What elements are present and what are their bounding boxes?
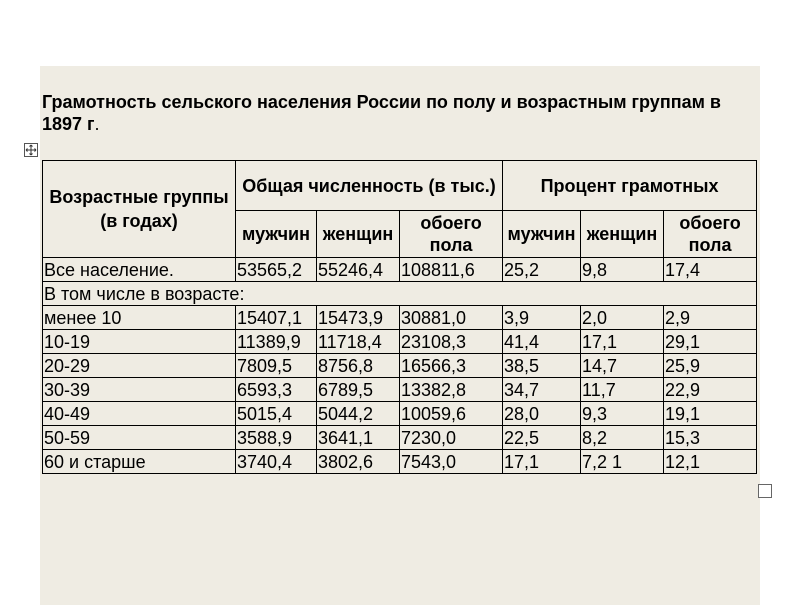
header-literate-percent: Процент грамотных (503, 161, 757, 211)
table-row (43, 306, 757, 330)
row-label: Все население. (43, 258, 236, 282)
cell: 38,5 (503, 354, 581, 378)
row-label: 60 и старше (43, 450, 236, 474)
cell: 53565,2 (236, 258, 317, 282)
cell: 30881,0 (400, 306, 503, 330)
subheader-both-percent: обоего пола (664, 211, 757, 258)
row-label: 40-49 (43, 402, 236, 426)
cell: 23108,3 (400, 330, 503, 354)
row-label: 30-39 (43, 378, 236, 402)
cell: 10059,6 (400, 402, 503, 426)
table-row-all-population (43, 258, 757, 282)
title-text: Грамотность сельского населения России по полу и возрастным группам в 1897 г (42, 92, 721, 134)
cell: 25,2 (503, 258, 581, 282)
cell: 34,7 (503, 378, 581, 402)
cell: 7809,5 (236, 354, 317, 378)
cell: 15,3 (664, 426, 757, 450)
subgroup-label: В том числе в возрасте: (43, 282, 757, 306)
cell: 3,9 (503, 306, 581, 330)
subheader-women-percent: женщин (581, 211, 664, 258)
subheader-women: женщин (317, 211, 400, 258)
cell: 3802,6 (317, 450, 400, 474)
cell: 3641,1 (317, 426, 400, 450)
table-resize-handle[interactable] (758, 484, 772, 498)
cell: 16566,3 (400, 354, 503, 378)
cell: 14,7 (581, 354, 664, 378)
cell: 22,9 (664, 378, 757, 402)
cell: 15407,1 (236, 306, 317, 330)
row-label: менее 10 (43, 306, 236, 330)
cell: 5015,4 (236, 402, 317, 426)
cell: 108811,6 (400, 258, 503, 282)
title-period: . (94, 114, 100, 134)
cell: 19,1 (664, 402, 757, 426)
cell: 5044,2 (317, 402, 400, 426)
cell: 7230,0 (400, 426, 503, 450)
cell: 15473,9 (317, 306, 400, 330)
cell: 29,1 (664, 330, 757, 354)
cell: 17,1 (581, 330, 664, 354)
row-label: 20-29 (43, 354, 236, 378)
table-row (43, 378, 757, 402)
subheader-both: обоего пола (400, 211, 503, 258)
cell: 41,4 (503, 330, 581, 354)
cell: 2,9 (664, 306, 757, 330)
cell: 13382,8 (400, 378, 503, 402)
cell: 9,3 (581, 402, 664, 426)
cell: 55246,4 (317, 258, 400, 282)
cell: 11,7 (581, 378, 664, 402)
cell: 3588,9 (236, 426, 317, 450)
cell: 7543,0 (400, 450, 503, 474)
subheader-men-percent: мужчин (503, 211, 581, 258)
cell: 11718,4 (317, 330, 400, 354)
document-title (42, 91, 742, 135)
table-row (43, 450, 757, 474)
cell: 9,8 (581, 258, 664, 282)
cell: 17,4 (664, 258, 757, 282)
cell: 28,0 (503, 402, 581, 426)
cell: 25,9 (664, 354, 757, 378)
table-row (43, 330, 757, 354)
row-label: 50-59 (43, 426, 236, 450)
table-row (43, 426, 757, 450)
cell: 2,0 (581, 306, 664, 330)
cell: 22,5 (503, 426, 581, 450)
cell: 3740,4 (236, 450, 317, 474)
literacy-table (42, 160, 757, 474)
cell: 8,2 (581, 426, 664, 450)
cell: 8756,8 (317, 354, 400, 378)
subheader-men: мужчин (236, 211, 317, 258)
table-row-subgroup-label (43, 282, 757, 306)
table-move-handle-icon[interactable] (24, 143, 38, 157)
cell: 6789,5 (317, 378, 400, 402)
cell: 17,1 (503, 450, 581, 474)
cell: 12,1 (664, 450, 757, 474)
header-total-population: Общая численность (в тыс.) (236, 161, 503, 211)
cell: 11389,9 (236, 330, 317, 354)
header-age-groups: Возрастные группы (в годах) (43, 161, 236, 258)
cell: 6593,3 (236, 378, 317, 402)
table-row (43, 402, 757, 426)
cell: 7,2 1 (581, 450, 664, 474)
table-row (43, 354, 757, 378)
row-label: 10-19 (43, 330, 236, 354)
